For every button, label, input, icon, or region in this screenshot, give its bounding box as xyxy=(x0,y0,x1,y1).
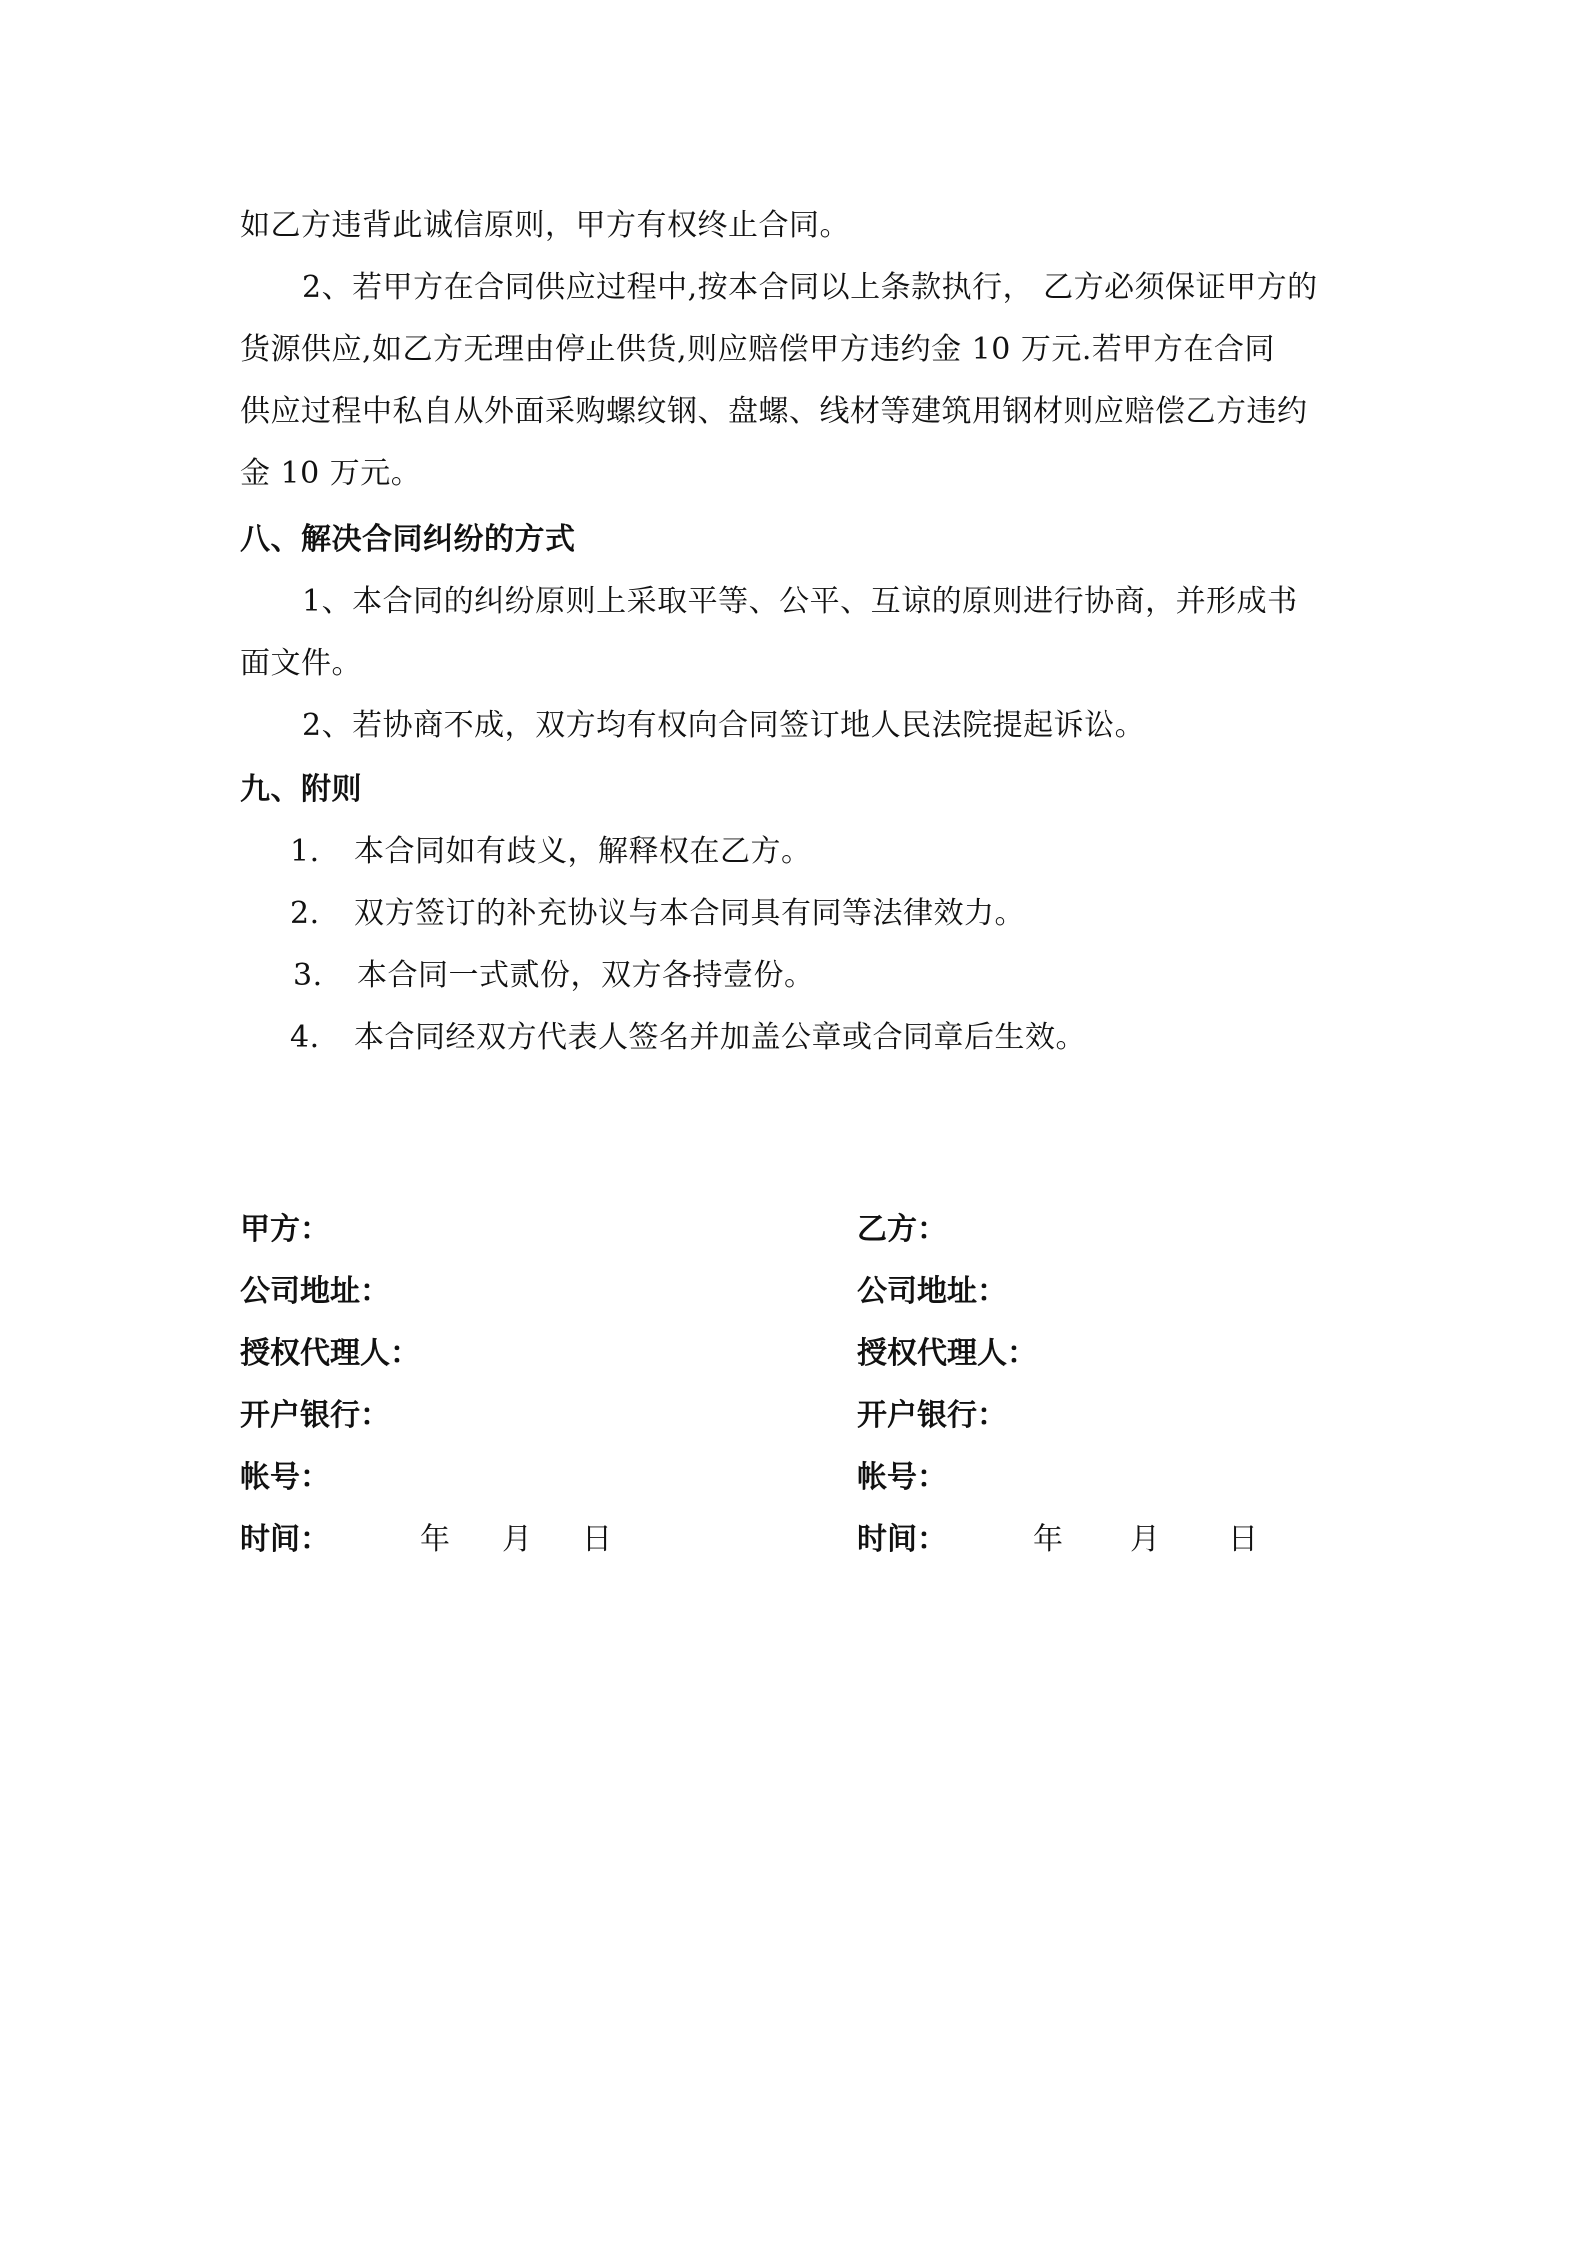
party-b-agent-label: 授权代理人： xyxy=(857,1336,1037,1371)
section-heading: 九、附则 xyxy=(240,772,362,807)
list-item-number: 3. xyxy=(293,958,323,993)
list-item-text: 本合同一式贰份，双方各持壹份。 xyxy=(357,958,815,993)
list-item-text: 本合同经双方代表人签名并加盖公章或合同章后生效。 xyxy=(354,1020,1086,1055)
party-a-address-label: 公司地址： xyxy=(240,1274,390,1309)
list-item xyxy=(290,1018,1086,1058)
paragraph-line: 如乙方违背此诚信原则，甲方有权终止合同。 xyxy=(240,208,850,243)
list-item-number: 2. xyxy=(290,896,320,931)
party-a-time-label: 时间： xyxy=(240,1522,330,1557)
paragraph-line: 面文件。 xyxy=(240,646,362,681)
list-item xyxy=(290,894,1025,934)
paragraph-line: 供应过程中私自从外面采购螺纹钢、盘螺、线材等建筑用钢材则应赔偿乙方违约 xyxy=(240,394,1308,429)
list-item-number: 4. xyxy=(290,1020,320,1055)
party-a-agent-label: 授权代理人： xyxy=(240,1336,420,1371)
list-item-text: 双方签订的补充协议与本合同具有同等法律效力。 xyxy=(354,896,1025,931)
party-a-year: 年 xyxy=(420,1522,450,1557)
party-b-day: 日 xyxy=(1228,1522,1258,1557)
party-b-month: 月 xyxy=(1130,1522,1160,1557)
party-a-bank-label: 开户银行： xyxy=(240,1398,390,1433)
party-a-day: 日 xyxy=(582,1522,612,1557)
party-b-label: 乙方： xyxy=(857,1212,947,1247)
list-item xyxy=(293,956,815,996)
paragraph-line: 1、本合同的纠纷原则上采取平等、公平、互谅的原则进行协商，并形成书 xyxy=(302,584,1298,619)
party-a-month: 月 xyxy=(502,1522,532,1557)
section-heading: 八、解决合同纠纷的方式 xyxy=(240,522,576,557)
paragraph-line: 金 10 万元。 xyxy=(240,456,422,491)
party-b-year: 年 xyxy=(1033,1522,1063,1557)
party-a-label: 甲方： xyxy=(240,1212,330,1247)
party-a-account-label: 帐号： xyxy=(240,1460,330,1495)
party-b-time-label: 时间： xyxy=(857,1522,947,1557)
party-b-address-label: 公司地址： xyxy=(857,1274,1007,1309)
paragraph-line: 货源供应,如乙方无理由停止供货,则应赔偿甲方违约金 10 万元.若甲方在合同 xyxy=(240,332,1275,367)
paragraph-line: 2、若甲方在合同供应过程中,按本合同以上条款执行， 乙方必须保证甲方的 xyxy=(302,270,1318,305)
party-b-bank-label: 开户银行： xyxy=(857,1398,1007,1433)
party-b-account-label: 帐号： xyxy=(857,1460,947,1495)
paragraph-line: 2、若协商不成，双方均有权向合同签订地人民法院提起诉讼。 xyxy=(302,708,1146,743)
list-item-text: 本合同如有歧义，解释权在乙方。 xyxy=(354,834,812,869)
list-item-number: 1. xyxy=(290,834,320,869)
list-item xyxy=(290,832,812,872)
